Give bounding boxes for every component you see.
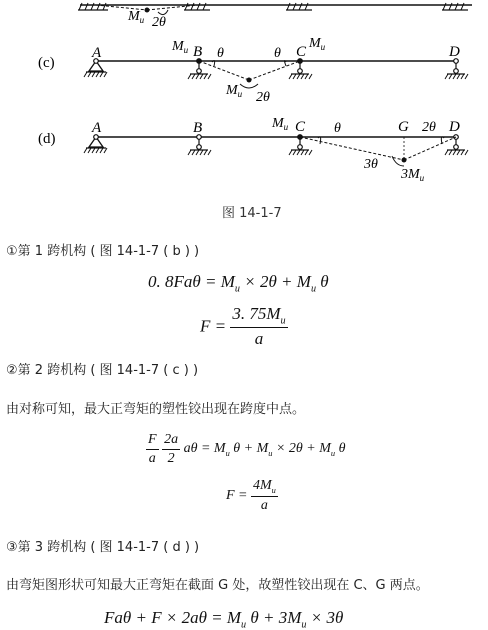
theta-label: θ [334,121,341,136]
mu-label-left: $M_u$ [172,39,189,55]
two-theta-label: 2θ [422,120,436,135]
equation-1: 0. $8Fa\theta = M_u \times 2\theta + M_u$ θ [148,272,329,295]
label-C: C [295,119,306,135]
theta-label-left: θ [217,46,224,61]
mu-label-bottom: $M_u$ [226,83,243,99]
mu-label-right: $M_u$ [309,36,326,52]
label-D: D [449,119,460,135]
equation-4: F = $\frac{4M_u}{a}$ [226,478,276,513]
two-theta-label: 2θ [152,15,166,30]
mu-label-c: $M_u$ [272,116,289,132]
label-G: G [398,119,409,135]
section2-text: 由对称可知，最大正弯矩的塑性铰出现在跨度中点。 [6,402,306,417]
label-A: A [92,120,102,136]
two-theta-label: 2θ [256,90,270,105]
theta-label-right: θ [274,46,281,61]
panel-label-d: (d) [38,131,56,147]
mu-label-bottom: $3M_u$ [401,167,425,183]
label-A: A [92,45,102,61]
support-hatch [79,3,106,10]
structural-figure [0,0,488,200]
figure-caption: 图 14-1-7 [222,206,282,221]
figure-b-remnant [78,3,472,30]
plastic-hinge [145,8,150,13]
equation-3: $\frac{F}{a}$ $\frac{2a}{2}$ $a\theta = M_u$ $\theta + M_u \times 2\theta + M_u$ θ [148,432,346,466]
label-B: B [193,120,203,136]
section2-heading: ②第 2 跨机构 ( 图 14-1-7 ( c ) ) [6,363,199,378]
panel-label-c: (c) [38,55,55,71]
section3-text: 由弯矩图形状可知最大正弯矩在截面 G 处，故塑性铰出现在 C、G 两点。 [6,578,429,593]
section1-heading: ①第 1 跨机构 ( 图 14-1-7 ( b ) ) [6,244,200,259]
label-B: B [193,44,203,60]
three-theta-label: 3θ [364,157,378,172]
section3-heading: ③第 3 跨机构 ( 图 14-1-7 ( d ) ) [6,540,200,555]
plastic-hinge [402,158,407,163]
figure-d [38,116,468,183]
figure-c [38,36,468,105]
mu-label: $M_u$ [128,9,145,25]
plastic-hinge [247,78,252,83]
label-C: C [296,44,307,60]
equation-2: F = $\frac{3. 75M_u}{a}$ [200,304,286,349]
label-D: D [449,44,460,60]
equation-5: $Fa\theta + F \times 2a\theta = M_u$ $\theta + 3M_u \times 3\theta$ [104,608,344,630]
